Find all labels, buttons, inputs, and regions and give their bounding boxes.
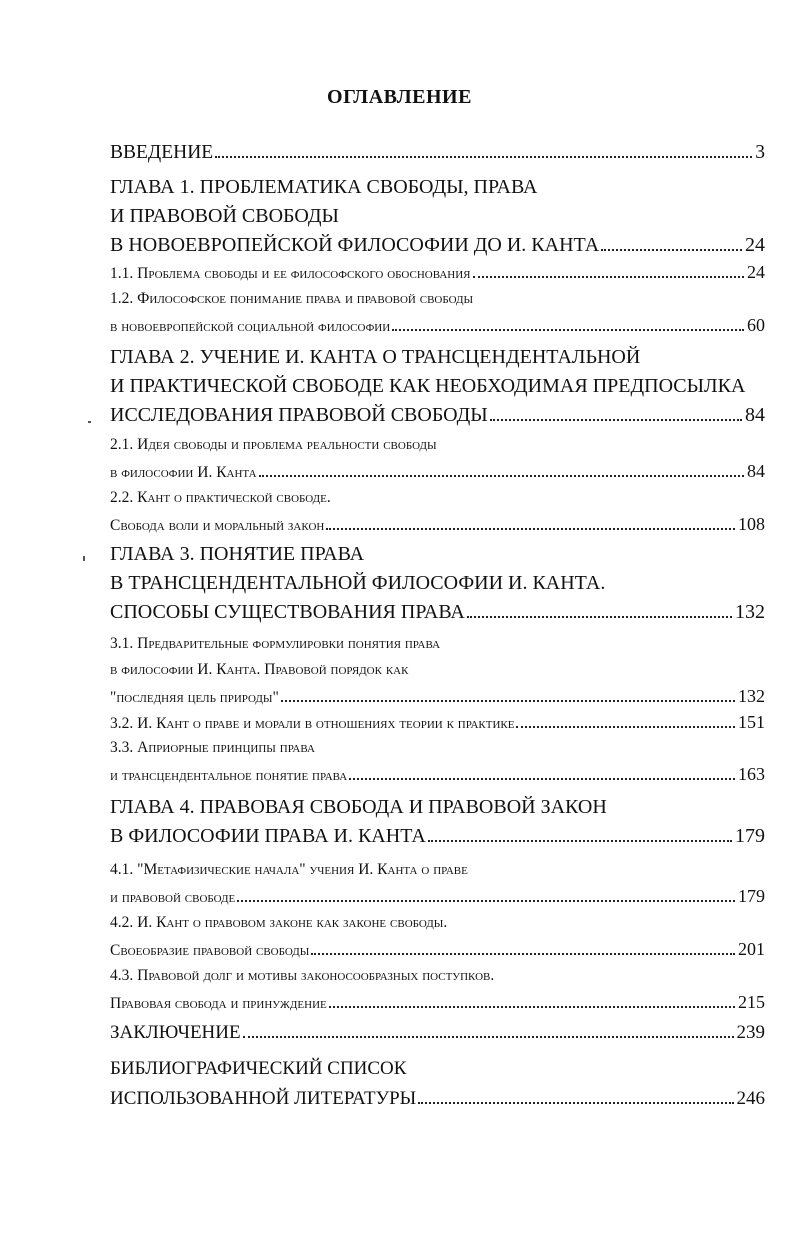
leader-dots <box>349 778 735 780</box>
section-title-line: Своеобразие правовой свободы <box>110 942 310 959</box>
toc-entry-section-3-2[interactable] <box>110 709 765 737</box>
leader-dots <box>428 840 732 842</box>
entry-text-line: ИСПОЛЬЗОВАННОЙ ЛИТЕРАТУРЫ <box>110 1088 417 1109</box>
chapter-title-line: И ПРАВОВОЙ СВОБОДЫ <box>110 205 339 227</box>
page-number: 60 <box>747 315 765 335</box>
chapter-title-line: В ТРАНСЦЕНДЕНТАЛЬНОЙ ФИЛОСОФИИ И. КАНТА. <box>110 572 606 594</box>
entry-text-line: БИБЛИОГРАФИЧЕСКИЙ СПИСОК <box>110 1058 407 1079</box>
toc-entry-section-4-1[interactable] <box>110 857 765 911</box>
leader-dots <box>329 1006 735 1008</box>
chapter-title-line: ГЛАВА 3. ПОНЯТИЕ ПРАВА <box>110 543 365 565</box>
chapter-title-line: В ФИЛОСОФИИ ПРАВА И. КАНТА <box>110 825 426 847</box>
chapter-title-line: И ПРАКТИЧЕСКОЙ СВОБОДЕ КАК НЕОБХОДИМАЯ ПРЕДПОСЫЛКА <box>110 375 746 397</box>
page-number: 108 <box>738 514 765 534</box>
toc-entry-section-2-2[interactable] <box>110 485 765 539</box>
chapter-title-line: СПОСОБЫ СУЩЕСТВОВАНИЯ ПРАВА <box>110 601 465 623</box>
leader-dots <box>601 249 742 251</box>
section-title-line: и правовой свободе <box>110 889 236 906</box>
entry-text: ВВЕДЕНИЕ <box>110 142 214 163</box>
toc-entry-section-4-3[interactable] <box>110 963 765 1017</box>
section-title: 3.2. И. Кант о праве и морали в отношениях теории к практике <box>110 715 515 732</box>
leader-dots <box>516 726 735 728</box>
chapter-title-line: В НОВОЕВРОПЕЙСКОЙ ФИЛОСОФИИ ДО И. КАНТА <box>110 234 600 256</box>
section-title-line: 4.1. "Метафизические начала" учения И. Канта о праве <box>110 861 468 878</box>
section-title-line: 2.2. Кант о практической свободе. <box>110 489 331 506</box>
entry-text: ЗАКЛЮЧЕНИЕ <box>110 1022 241 1043</box>
toc-entry-chapter-3[interactable] <box>110 540 765 627</box>
toc-entry-chapter-4[interactable] <box>110 793 765 851</box>
leader-dots <box>215 156 752 158</box>
page-number: 84 <box>747 461 765 481</box>
section-title-line: и трансцендентальное понятие права <box>110 767 348 784</box>
page-number: 132 <box>735 601 765 623</box>
toc-entry-conclusion[interactable] <box>110 1018 765 1048</box>
toc-entry-section-2-1[interactable] <box>110 432 765 486</box>
leader-dots <box>467 616 732 618</box>
page-number: 179 <box>738 886 765 906</box>
toc-entry-section-3-3[interactable] <box>110 735 765 789</box>
page-number: 179 <box>735 825 765 847</box>
section-title-line: "последняя цель природы" <box>110 689 279 706</box>
leader-dots <box>418 1102 733 1104</box>
chapter-title-line: ГЛАВА 1. ПРОБЛЕМАТИКА СВОБОДЫ, ПРАВА <box>110 176 538 198</box>
page-number: 24 <box>747 262 765 282</box>
page-number: 239 <box>736 1022 765 1043</box>
leader-dots <box>490 419 742 421</box>
toc-entry-section-4-2[interactable] <box>110 910 765 964</box>
leader-dots <box>473 276 744 278</box>
page-number: 215 <box>738 992 765 1012</box>
section-title-line: в новоевропейской социальной философии <box>110 318 391 335</box>
section-title-line: 2.1. Идея свободы и проблема реальности свободы <box>110 436 437 453</box>
page-number: 132 <box>738 686 765 706</box>
page-title: ОГЛАВЛЕНИЕ <box>327 86 472 108</box>
section-title: 1.1. Проблема свободы и ее философского обоснования <box>110 265 471 282</box>
chapter-title-line: ГЛАВА 4. ПРАВОВАЯ СВОБОДА И ПРАВОВОЙ ЗАКОН <box>110 796 607 818</box>
section-title-line: в философии И. Канта <box>110 464 257 481</box>
toc-entry-bibliography[interactable] <box>110 1054 765 1114</box>
section-title-line: в философии И. Канта. Правовой порядок как <box>110 661 409 678</box>
toc-entry-chapter-1[interactable] <box>110 173 765 260</box>
toc-entry-section-1-1[interactable] <box>110 259 765 287</box>
scan-speck <box>88 421 91 423</box>
toc-entry-section-3-1[interactable] <box>110 631 765 711</box>
page-number: 151 <box>738 712 765 732</box>
leader-dots <box>392 329 744 331</box>
chapter-title-line: ГЛАВА 2. УЧЕНИЕ И. КАНТА О ТРАНСЦЕНДЕНТАЛЬНОЙ <box>110 346 641 368</box>
section-title-line: Правовая свобода и принуждение <box>110 995 327 1012</box>
leader-dots <box>311 953 735 955</box>
page-number: 201 <box>738 939 765 959</box>
section-title-line: 3.3. Априорные принципы права <box>110 739 315 756</box>
page-number: 3 <box>755 142 765 163</box>
toc-entry-chapter-2[interactable] <box>110 343 765 430</box>
section-title-line: Свобода воли и моральный закон <box>110 517 325 534</box>
chapter-title-line: ИССЛЕДОВАНИЯ ПРАВОВОЙ СВОБОДЫ <box>110 404 488 426</box>
toc-entry-section-1-2[interactable] <box>110 286 765 340</box>
page-number: 84 <box>745 404 765 426</box>
leader-dots <box>237 900 735 902</box>
section-title-line: 3.1. Предварительные формулировки понятия права <box>110 635 441 652</box>
leader-dots <box>326 528 735 530</box>
leader-dots <box>281 700 735 702</box>
page-number: 163 <box>738 764 765 784</box>
scan-speck <box>83 556 85 561</box>
section-title-line: 1.2. Философское понимание права и правовой свободы <box>110 290 474 307</box>
toc-entry-introduction[interactable] <box>110 139 765 166</box>
page-number: 24 <box>745 234 765 256</box>
leader-dots <box>243 1036 734 1038</box>
section-title-line: 4.3. Правовой долг и мотивы законосообразных поступков. <box>110 967 495 984</box>
section-title-line: 4.2. И. Кант о правовом законе как законе свободы. <box>110 914 448 931</box>
page-number: 246 <box>736 1088 765 1109</box>
leader-dots <box>259 475 744 477</box>
